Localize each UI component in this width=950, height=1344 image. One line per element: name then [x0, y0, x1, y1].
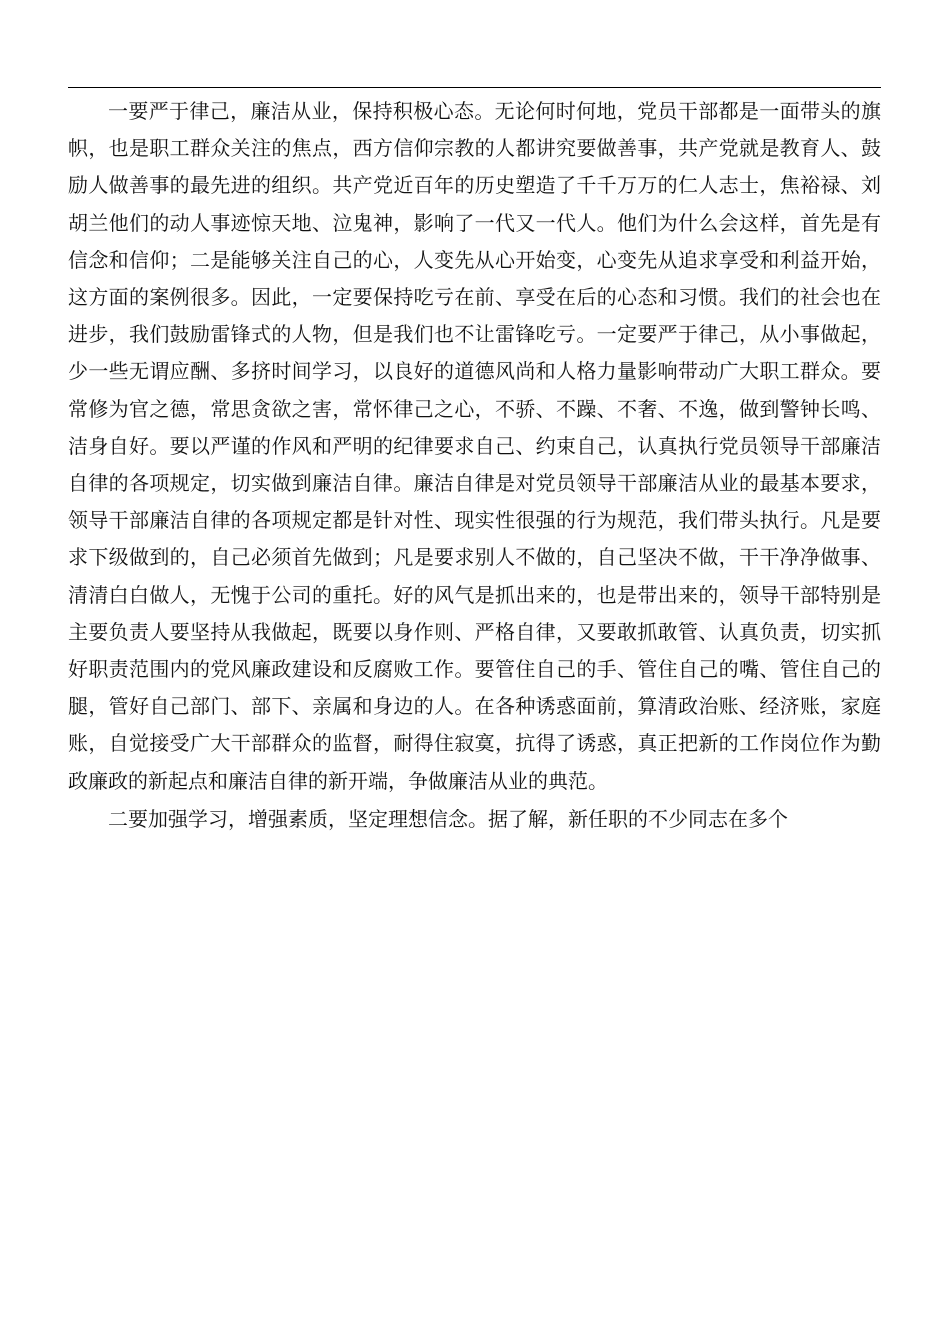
header-rule: [68, 87, 881, 88]
paragraph-2: 二要加强学习，增强素质，坚定理想信念。据了解，新任职的不少同志在多个: [108, 806, 788, 831]
paragraph-1: 一要严于律己，廉洁从业，保持积极心态。无论何时何地，党员干部都是一面带头的旗帜，也是职工群众关注的焦点，西方信仰宗教的人都讲究要做善事，共产党就是教育人、鼓励人做善事的最先进的组织。共产党近百年的历史塑造了千千万万的仁人志士，焦裕禄、刘胡兰他们的动人事迹惊天地、泣鬼神，影响了一代又一代人。他们为什么会这样，首先是有信念和信仰；二是能够关注自己的心，人变先从心开始变，心变先从追求享受和利益开始，这方面的案例很多。因此，一定要保持吃亏在前、享受在后的心态和习惯。我们的社会也在进步，我们鼓励雷锋式的人物，但是我们也不让雷锋吃亏。一定要严于律己，从小事做起，少一些无谓应酬、多挤时间学习，以良好的道德风尚和人格力量影响带动广大职工群众。要常修为官之德，常思贪欲之害，常怀律己之心，不骄、不躁、不奢、不逸，做到警钟长鸣、洁身自好。要以严谨的作风和严明的纪律要求自己、约束自己，认真执行党员领导干部廉洁自律的各项规定，切实做到廉洁自律。廉洁自律是对党员领导干部廉洁从业的最基本要求，领导干部廉洁自律的各项规定都是针对性、现实性很强的行为规范，我们带头执行。凡是要求下级做到的，自己必须首先做到；凡是要求别人不做的，自己坚决不做，干干净净做事、清清白白做人，无愧于公司的重托。好的风气是抓出来的，也是带出来的，领导干部特别是主要负责人要坚持从我做起，既要以身作则、严格自律，又要敢抓敢管、认真负责，切实抓好职责范围内的党风廉政建设和反腐败工作。要管住自己的手、管住自己的嘴、管住自己的腿，管好自己部门、部下、亲属和身边的人。在各种诱惑面前，算清政治账、经济账，家庭账，自觉接受广大干部群众的监督，耐得住寂寞，抗得了诱惑，真正把新的工作岗位作为勤政廉政的新起点和廉洁自律的新开端，争做廉洁从业的典范。: [68, 99, 881, 793]
document-body: [68, 93, 881, 838]
